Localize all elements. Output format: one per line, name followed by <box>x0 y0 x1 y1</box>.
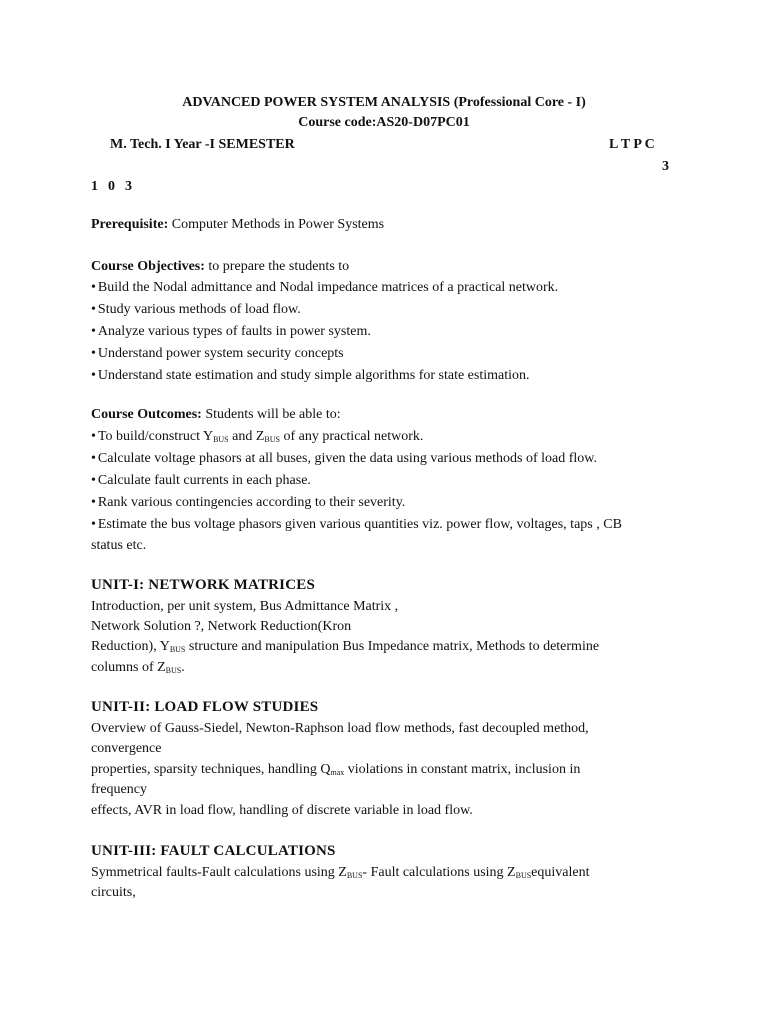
prerequisite-text: Computer Methods in Power Systems <box>171 217 385 232</box>
prerequisite-line <box>91 215 384 235</box>
objective-text: Build the Nodal admittance and Nodal impedance matrices of a practical network. <box>97 280 559 295</box>
objective-text: Study various methods of load flow. <box>97 302 301 317</box>
prerequisite-label: Prerequisite: <box>91 217 169 232</box>
ltpc-credit-3: 3 <box>662 159 669 174</box>
objectives-label: Course Objectives: <box>91 259 205 274</box>
subscript: BUS <box>264 435 280 444</box>
unit2-line: effects, AVR in load flow, handling of discrete variable in load flow. <box>91 803 473 818</box>
outcome-item-continuation: status etc. <box>91 538 147 553</box>
objective-item <box>91 344 344 364</box>
unit1-line <box>91 637 599 657</box>
objective-item <box>91 366 530 386</box>
objective-item <box>91 322 371 342</box>
unit1-text: Reduction), Y <box>91 639 170 654</box>
year-semester: M. Tech. I Year -I SEMESTER <box>110 137 295 152</box>
unit1-heading: UNIT-I: NETWORK MATRICES <box>91 577 315 593</box>
ltpc-label: L T P C <box>609 137 655 152</box>
unit2-line: frequency <box>91 782 147 797</box>
outcomes-intro: Students will be able to: <box>205 407 341 422</box>
bullet-icon: • <box>91 324 96 339</box>
subscript: BUS <box>165 666 182 675</box>
outcome-text: and Z <box>228 429 265 444</box>
outcome-text: Calculate voltage phasors at all buses, given the data using various methods of load flow. <box>97 451 597 466</box>
outcome-text: Rank various contingencies according to their severity. <box>97 495 406 510</box>
bullet-icon: • <box>91 302 96 317</box>
bullet-icon: • <box>91 495 96 510</box>
outcome-text: Calculate fault currents in each phase. <box>97 473 311 488</box>
bullet-icon: • <box>91 451 96 466</box>
unit3-line <box>91 863 589 883</box>
subscript: BUS <box>213 435 229 444</box>
outcome-text: To build/construct Y <box>97 429 214 444</box>
objectives-heading-line <box>91 257 349 277</box>
unit1-text: . <box>181 660 185 675</box>
outcome-text: Estimate the bus voltage phasors given various quantities viz. power flow, voltages, taps , CB <box>97 517 622 532</box>
unit1-line <box>91 658 185 678</box>
outcome-item <box>91 471 311 491</box>
subscript: BUS <box>515 871 532 880</box>
objective-item <box>91 278 558 298</box>
unit2-line <box>91 760 580 780</box>
unit1-text: columns of Z <box>91 660 166 675</box>
outcomes-heading-line <box>91 405 341 425</box>
bullet-icon: • <box>91 473 96 488</box>
unit3-text: Symmetrical faults-Fault calculations using Z <box>91 865 347 880</box>
objectives-intro: to prepare the students to <box>208 259 350 274</box>
course-code: Course code:AS20-D07PC01 <box>298 115 470 130</box>
unit3-text: equivalent <box>531 865 590 880</box>
objective-item <box>91 300 301 320</box>
objective-text: Analyze various types of faults in power system. <box>97 324 371 339</box>
unit2-line: convergence <box>91 741 162 756</box>
unit1-text: structure and manipulation Bus Impedance matrix, Methods to determine <box>185 639 600 654</box>
bullet-icon: • <box>91 280 96 295</box>
unit3-line: circuits, <box>91 885 136 900</box>
outcomes-label: Course Outcomes: <box>91 407 202 422</box>
bullet-icon: • <box>91 429 96 444</box>
unit2-line: Overview of Gauss-Siedel, Newton-Raphson load flow methods, fast decoupled method, <box>91 721 589 736</box>
outcome-text: of any practical network. <box>279 429 424 444</box>
unit2-heading: UNIT-II: LOAD FLOW STUDIES <box>91 699 319 715</box>
bullet-icon: • <box>91 368 96 383</box>
unit2-text: violations in constant matrix, inclusion in <box>344 762 581 777</box>
objective-text: Understand state estimation and study simple algorithms for state estimation. <box>97 368 530 383</box>
subscript: BUS <box>169 645 186 654</box>
unit3-heading: UNIT-III: FAULT CALCULATIONS <box>91 843 336 859</box>
outcome-item <box>91 515 622 535</box>
bullet-icon: • <box>91 517 96 532</box>
outcome-item <box>91 427 423 447</box>
outcome-item <box>91 493 405 513</box>
unit2-text: properties, sparsity techniques, handling Q <box>91 762 331 777</box>
subscript: max <box>330 768 345 777</box>
unit1-line: Introduction, per unit system, Bus Admittance Matrix , <box>91 599 399 614</box>
unit1-line: Network Solution ?, Network Reduction(Kron <box>91 619 352 634</box>
outcome-item <box>91 449 597 469</box>
bullet-icon: • <box>91 346 96 361</box>
ltpc-values: 1 0 3 <box>91 179 133 194</box>
objective-text: Understand power system security concepts <box>97 346 344 361</box>
unit3-text: - Fault calculations using Z <box>362 865 516 880</box>
document-title: ADVANCED POWER SYSTEM ANALYSIS (Professional Core - I) <box>182 95 586 110</box>
subscript: BUS <box>346 871 363 880</box>
